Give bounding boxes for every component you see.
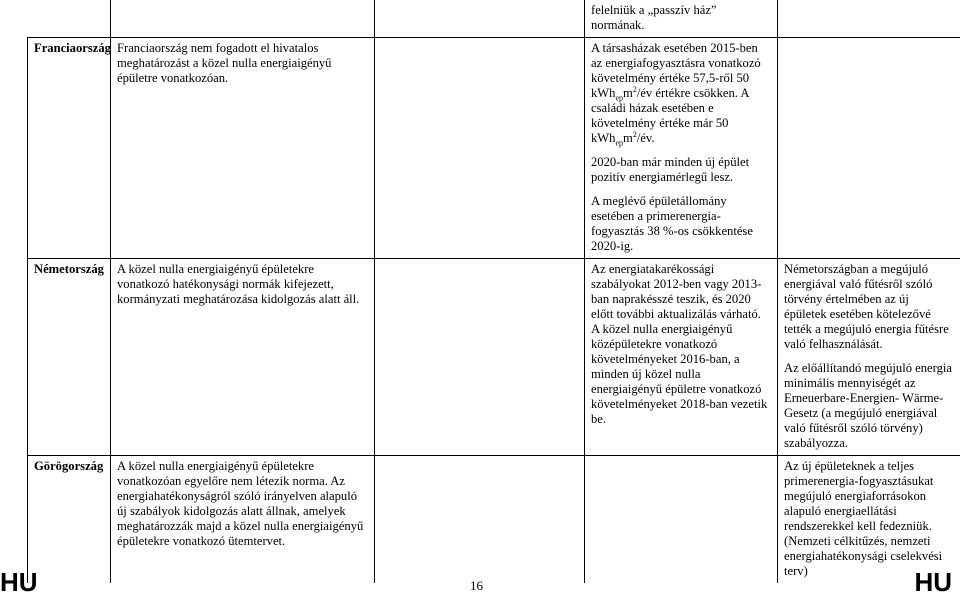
subscript: ep <box>615 93 624 103</box>
cell-text: Az energiatakarékossági szabályokat 2012-ben vagy 2013-ban naprakésszé teszik, és 2020 előtt további aktualizálás várható. A közel nulla energiaigényű középületekre vonatkozó követelményeket 2016-ban, a minden új közel nulla energiaigényű épületre vonatkozó követelményeket 2018-ban vezetik be. <box>591 262 768 426</box>
cell-text: 2020-ban már minden új épület pozitív energiamérlegű lesz. <box>591 155 750 184</box>
table-cell <box>111 456 375 584</box>
table-cell <box>585 0 778 38</box>
superscript: 2 <box>632 129 637 139</box>
cell-text: A meglévő épületállomány esetében a primerenergia-fogyasztás 38 %-os csökkentése 2020-ig. <box>591 194 753 253</box>
table-cell <box>585 259 778 456</box>
table-cell <box>778 38 960 259</box>
superscript: 2 <box>632 84 637 94</box>
page-number: 16 <box>470 578 483 593</box>
text-span: /év. <box>636 131 655 145</box>
language-code-right: HU <box>914 567 952 597</box>
table-row <box>28 259 960 456</box>
country-name <box>28 38 111 259</box>
table-cell <box>375 0 585 38</box>
cell-text: A közel nulla energiaigényű épületekre vonatkozóan egyelőre nem létezik norma. Az energiahatékonyságról szóló irányelven alapuló új szabályok kidolgozás alatt állnak, amelyek meghatározzák majd a közel nulla energiaigényű épületekre vonatkozó ütemtervet. <box>117 459 364 548</box>
cell-text: A közel nulla energiaigényű épületekre vonatkozó hatékonysági normák kifejezett, kormányzati meghatározása kidolgozás alatt áll. <box>117 262 360 306</box>
cell-text <box>591 41 771 146</box>
table-cell <box>28 0 111 38</box>
country-name <box>28 456 111 584</box>
table-cell <box>778 259 960 456</box>
country-comparison-table <box>27 0 960 583</box>
table-cell <box>375 456 585 584</box>
subscript: ep <box>615 138 624 148</box>
text-span: m <box>623 86 633 100</box>
table-cell <box>778 0 960 38</box>
table-cell <box>585 456 778 584</box>
language-code-left: HU <box>0 567 38 597</box>
cell-text: felelniük a „passzív ház” normának. <box>591 3 717 32</box>
text-span: A társasházak esetében 2015-ben az energiafogyasztásra vonatkozó követelmény értéke 57,5-ről 50 kWh <box>591 41 761 100</box>
table-cell <box>585 38 778 259</box>
cell-text: Az előállítandó megújuló energia minimális mennyiségét az Erneuerbare-Energien- Wärme-Gesetz (a megújuló energiával való fűtésről szóló törvény) szabályozza. <box>784 361 952 450</box>
cell-text: Németországban a megújuló energiával való fűtésről szóló törvény értelmében az új épületek esetében kötelezővé tették a megújuló energia fűtésre való felhasználását. <box>784 262 949 351</box>
cell-text: Franciaország nem fogadott el hivatalos meghatározást a közel nulla energiaigényű épületre vonatkozóan. <box>117 41 332 85</box>
text-span: m <box>623 131 633 145</box>
table-cell <box>375 259 585 456</box>
table-cell <box>778 456 960 584</box>
table-cell <box>111 0 375 38</box>
country-label: Franciaország <box>34 41 111 55</box>
table-row <box>28 456 960 584</box>
table-row <box>28 0 960 38</box>
country-label: Németország <box>34 262 104 276</box>
table-cell <box>111 38 375 259</box>
table-cell <box>111 259 375 456</box>
text-span: /év értékre csökken. A családi házak esetében e követelmény értéke már 50 kWh <box>591 86 749 145</box>
table-row <box>28 38 960 259</box>
country-label: Görögország <box>34 459 104 473</box>
country-name <box>28 259 111 456</box>
cell-text: Az új épületeknek a teljes primerenergia-fogyasztásukat megújuló energiaforrásokon alapuló energiaellátási rendszerekkel kell fedezniük. (Nemzeti célkitűzés, nemzeti energiahatékonysági cselekvési terv) <box>784 459 943 578</box>
table-cell <box>375 38 585 259</box>
